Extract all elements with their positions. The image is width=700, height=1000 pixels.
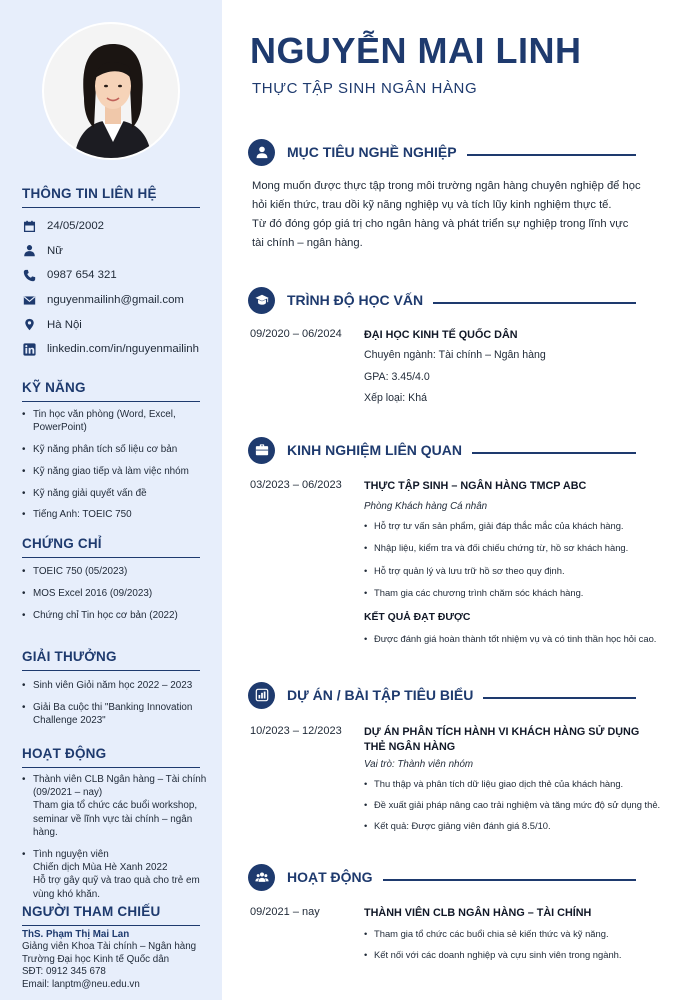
activities-heading: HOẠT ĐỘNG — [22, 746, 107, 761]
major: Chuyên ngành: Tài chính – Ngân hàng — [364, 349, 546, 361]
entry-date: 10/2023 – 12/2023 — [250, 725, 342, 737]
list-item: • Tin học văn phòng (Word, Excel, PowerPoint) — [22, 408, 218, 434]
group-icon — [248, 864, 275, 891]
list-item: • TOEIC 750 (05/2023) — [22, 565, 218, 578]
main-content — [222, 0, 700, 1000]
awards-list — [22, 679, 218, 727]
sidebar — [0, 0, 222, 1000]
certs-heading: CHỨNG CHỈ — [22, 536, 102, 551]
list-item: • Sinh viên Giỏi năm học 2022 – 2023 — [22, 679, 218, 692]
reference-position: Giảng viên Khoa Tài chính – Ngân hàng — [22, 941, 197, 953]
graduation-cap-icon — [248, 287, 275, 314]
section-title: DỰ ÁN / BÀI TẬP TIÊU BIỂU — [287, 687, 474, 703]
gpa: GPA: 3.45/4.0 — [364, 370, 430, 383]
experience-entry — [250, 479, 670, 659]
list-item: • Đề xuất giải pháp nâng cao trải nghiệm và tăng mức độ sử dụng thẻ. — [364, 794, 660, 815]
skills-heading: KỸ NĂNG — [22, 380, 86, 395]
divider — [433, 302, 636, 303]
user-icon — [248, 139, 275, 166]
list-item: • Tiếng Anh: TOEIC 750 — [22, 508, 218, 521]
briefcase-icon — [248, 437, 275, 464]
entry-date: 09/2021 – nay — [250, 906, 320, 918]
certs-list — [22, 565, 218, 622]
activity-title: THÀNH VIÊN CLB NGÂN HÀNG – TÀI CHÍNH — [364, 907, 592, 919]
location-icon — [22, 318, 36, 332]
list-item: • Hỗ trợ quản lý và lưu trữ hồ sơ theo quy định. — [364, 560, 660, 582]
contact-email: nguyenmailinh@gmail.com — [22, 288, 218, 313]
task-list — [364, 515, 660, 604]
reference-name: ThS. Phạm Thị Mai Lan — [22, 929, 130, 940]
contact-heading: THÔNG TIN LIÊN HỆ — [22, 186, 157, 201]
project-role: Vai trò: Thành viên nhóm — [364, 759, 474, 770]
reference-org: Trường Đại học Kinh tế Quốc dân — [22, 953, 170, 965]
contact-location: Hà Nội — [22, 312, 218, 337]
list-item: • Kỹ năng phân tích số liệu cơ bản — [22, 443, 218, 456]
section-title: HOẠT ĐỘNG — [287, 869, 373, 885]
list-item: • Được đánh giá hoàn thành tốt nhiệm vụ và có tinh thần học hỏi cao. — [364, 628, 660, 650]
section-education-header — [248, 286, 636, 314]
list-item: • Kết quả: Được giảng viên đánh giá 8.5/10. — [364, 815, 660, 836]
job-title: THỰC TẬP SINH – NGÂN HÀNG TMCP ABC — [364, 480, 587, 492]
education-entry — [250, 328, 670, 408]
list-item: • Chứng chỉ Tin học cơ bản (2022) — [22, 609, 218, 622]
divider — [483, 697, 636, 698]
list-item: • Thành viên CLB Ngân hàng – Tài chính (09/2021 – nay) Tham gia tổ chức các buổi workshop, seminar về lĩnh vực tài chính – ngân hàng. — [22, 773, 218, 839]
section-title: TRÌNH ĐỘ HỌC VẤN — [287, 292, 424, 308]
divider — [383, 879, 636, 880]
mail-icon — [22, 293, 36, 307]
bar-chart-icon — [248, 682, 275, 709]
avatar — [42, 22, 180, 160]
project-title: DỰ ÁN PHÂN TÍCH HÀNH VI KHÁCH HÀNG SỬ DỤNG — [364, 726, 640, 738]
contact-phone: 0987 654 321 — [22, 263, 218, 288]
skills-list — [22, 408, 218, 522]
list-item: • Nhập liệu, kiểm tra và đối chiếu chứng từ, hồ sơ khách hàng. — [364, 537, 660, 559]
list-item: • Kỹ năng giao tiếp và làm việc nhóm — [22, 465, 218, 478]
section-objective-header — [248, 138, 636, 166]
section-experience-header — [248, 436, 636, 464]
reference-phone: SĐT: 0912 345 678 — [22, 966, 106, 978]
entry-date: 03/2023 – 06/2023 — [250, 479, 342, 491]
awards-heading: GIẢI THƯỞNG — [22, 649, 117, 664]
linkedin-icon — [22, 342, 36, 356]
reference-email[interactable]: Email: lanptm@neu.edu.vn — [22, 978, 140, 990]
list-item: • Thu thập và phân tích dữ liệu giao dịch thẻ của khách hàng. — [364, 773, 660, 794]
list-item: • Tình nguyện viên Chiến dịch Mùa Hè Xanh 2022 Hỗ trợ gây quỹ và trao quà cho trẻ em vùng khó khăn. — [22, 848, 218, 901]
list-item: • Kết nối với các doanh nghiệp và cựu sinh viên trong ngành. — [364, 944, 660, 965]
entry-date: 09/2020 – 06/2024 — [250, 328, 342, 340]
results-list — [364, 628, 660, 650]
list-item: • Tham gia các chương trình chăm sóc khách hàng. — [364, 582, 660, 604]
list-item: • Kỹ năng giải quyết vấn đề — [22, 487, 218, 500]
school-name: ĐẠI HỌC KINH TẾ QUỐC DÂN — [364, 329, 518, 341]
activities-list — [22, 773, 218, 901]
contact-linkedin[interactable]: linkedin.com/in/nguyenmailinh — [22, 337, 218, 362]
candidate-name: NGUYỄN MAI LINH — [250, 30, 582, 71]
reference-block — [22, 929, 218, 991]
reference-heading: NGƯỜI THAM CHIẾU — [22, 904, 161, 919]
section-projects-header — [248, 681, 636, 709]
contact-birthdate: 24/05/2002 — [22, 214, 218, 239]
activity-entry — [250, 906, 670, 976]
list-item: • MOS Excel 2016 (09/2023) — [22, 587, 218, 600]
profile-photo — [44, 24, 180, 160]
list-item: • Tham gia tổ chức các buổi chia sẻ kiến thức và kỹ năng. — [364, 923, 660, 944]
department: Phòng Khách hàng Cá nhân — [364, 501, 488, 512]
rank: Xếp loại: Khá — [364, 392, 428, 404]
list-item: • Giải Ba cuộc thi "Banking Innovation Challenge 2023" — [22, 701, 218, 727]
calendar-icon — [22, 219, 36, 233]
phone-icon — [22, 268, 36, 282]
project-entry — [250, 725, 670, 845]
divider — [472, 452, 636, 453]
contact-list — [22, 214, 218, 362]
results-heading: KẾT QUẢ ĐẠT ĐƯỢC — [364, 612, 471, 624]
project-title-cont: THẺ NGÂN HÀNG — [364, 741, 456, 753]
section-title: KINH NGHIỆM LIÊN QUAN — [287, 442, 462, 458]
section-activities-header — [248, 863, 636, 891]
contact-gender: Nữ — [22, 239, 218, 264]
activity-items — [364, 923, 660, 965]
section-title: MỤC TIÊU NGHỀ NGHIỆP — [287, 144, 457, 160]
objective-text: Mong muốn được thực tập trong môi trường ngân hàng chuyên nghiệp để học hỏi kiến thức, trau dồi kỹ năng nghiệp vụ và tích lũy kinh nghiệm thực tế. Từ đó đóng góp giá trị cho ngân hàng và phát triển sự nghiệp trong lĩnh vực tài chính – ngân hàng. — [252, 180, 641, 249]
list-item: • Hỗ trợ tư vấn sản phẩm, giải đáp thắc mắc của khách hàng. — [364, 515, 660, 537]
project-items — [364, 773, 660, 836]
person-icon — [22, 244, 36, 258]
divider — [467, 154, 636, 155]
candidate-title: THỰC TẬP SINH NGÂN HÀNG — [252, 80, 478, 97]
